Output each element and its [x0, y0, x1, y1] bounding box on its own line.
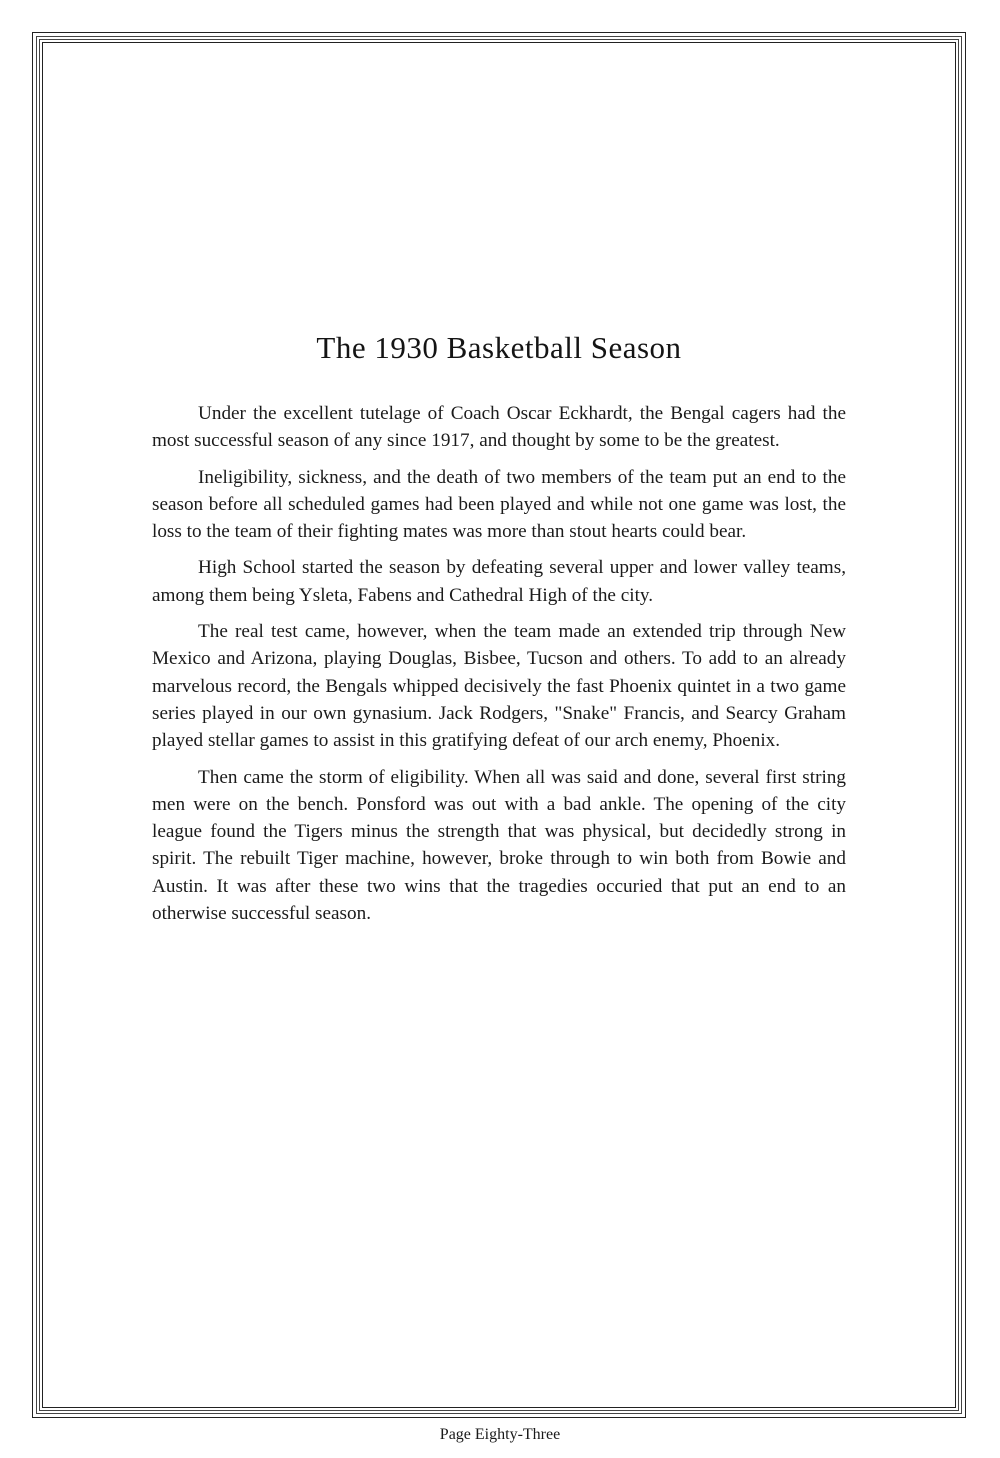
- article-paragraph-5: Then came the storm of eligibility. When all was said and done, several first string men were on the bench. Ponsford was out with a bad ankle. The opening of the city league found the Tigers minus the strength that was physical, but decidedly strong in spirit. The rebuilt Tiger machine, however, broke through to win both from Bowie and Austin. It was after these two wins that the tragedies occuried that put an end to an otherwise successful season.: [152, 766, 846, 925]
- article-paragraph-2: Ineligibility, sickness, and the death of two members of the team put an end to the season before all scheduled games had been played and while not one game was lost, the loss to the team of their fighting mates was more than stout hearts could bear.: [152, 466, 846, 543]
- page-number: Page Eighty-Three: [439, 1426, 561, 1443]
- article-title: The 1930 Basketball Season: [316, 330, 682, 365]
- article-paragraph-3: High School started the season by defeating several upper and lower valley teams, among them being Ysleta, Fabens and Cathedral High of the city.: [152, 557, 846, 606]
- article-paragraph-1: Under the excellent tutelage of Coach Oscar Eckhardt, the Bengal cagers had the most successful season of any since 1917, and thought by some to be the greatest.: [152, 403, 846, 452]
- article-paragraph-4: The real test came, however, when the team made an extended trip through New Mexico and Arizona, playing Douglas, Bisbee, Tucson and others. To add to an already marvelous record, the Bengals whipped decisively the fast Phoenix quintet in a two game series played in our own gynasium. Jack Rodgers, "Snake" Francis, and Searcy Graham played stellar games to assist in this gratifying defeat of our arch enemy, Phoenix.: [152, 621, 846, 752]
- article: [152, 330, 846, 936]
